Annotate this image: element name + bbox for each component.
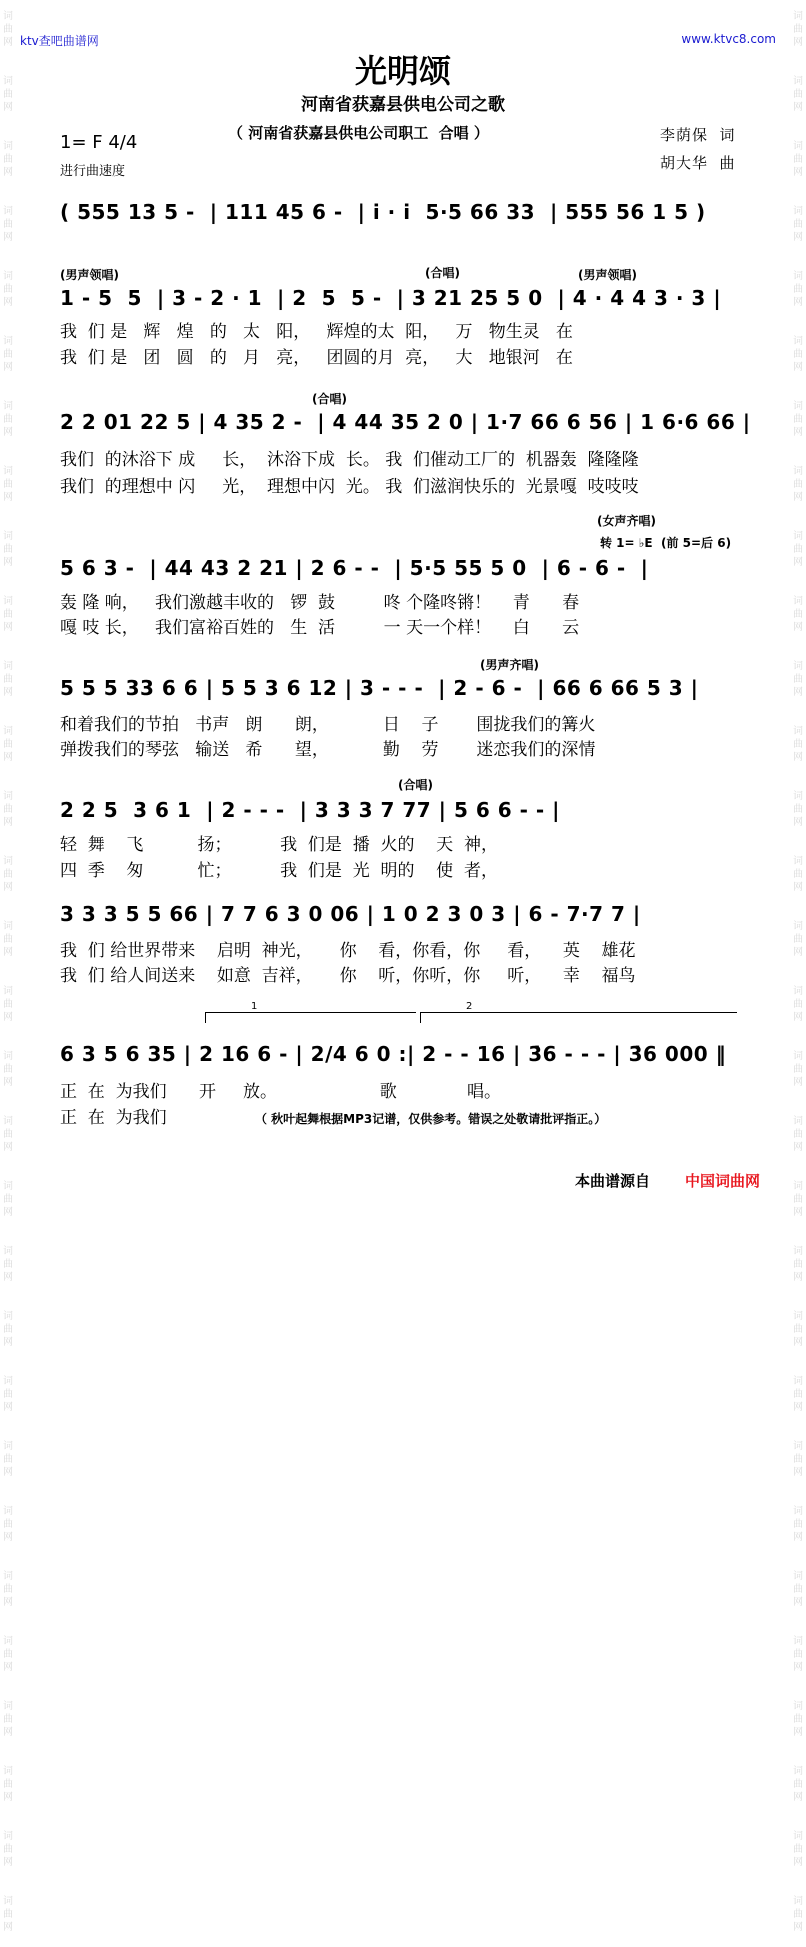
tempo-marking: 进行曲速度	[60, 164, 126, 179]
section-mark: (女声齐唱)	[597, 514, 656, 528]
lyric-line: 弹拨我们的琴弦 输送 希 望， 勤 劳 迷恋我们的深情	[60, 740, 596, 760]
volta-label: 1	[251, 1001, 258, 1012]
performer: （ 河南省获嘉县供电公司职工 合唱 ）	[228, 124, 489, 142]
section-mark: (男声领唱)	[60, 268, 119, 282]
source-site-link[interactable]: 中国词曲网	[685, 1172, 761, 1190]
site-link-right[interactable]: www.ktvc8.com	[681, 32, 776, 46]
lyric-line: 正 在 为我们 开 放。 歌 唱。	[60, 1082, 501, 1102]
transcription-note: （ 秋叶起舞根据MP3记谱，仅供参考。错误之处敬请批评指正。）	[255, 1112, 607, 1126]
lyric-line: 我们 的理想中 闪 光， 理想中闪 光。 我 们滋润快乐的 光景嘎 吱吱吱	[60, 477, 639, 497]
song-title: 光明颂	[354, 52, 451, 90]
section-mark: (男声领唱)	[578, 268, 637, 282]
site-link-left[interactable]: ktv查吧曲谱网	[20, 34, 99, 48]
notation-line: 5 6 3 - | 44 43 2 21 | 2 6 - - | 5·5 55 5 0 | 6 - 6 - |	[60, 556, 649, 580]
source-label: 本曲谱源自	[575, 1172, 651, 1190]
lyric-line: 轰 隆 响， 我们激越丰收的 锣 鼓 咚 个隆咚锵！ 青 春	[60, 593, 580, 613]
notation-line: 3 3 3 5 5 66 | 7 7 6 3 0 06 | 1 0 2 3 0 3 | 6 - 7·7 7 |	[60, 902, 641, 926]
lyric-line: 轻 舞 飞 扬； 我 们是 播 火的 天 神，	[60, 835, 498, 855]
lyric-line: 嘎 吱 长， 我们富裕百姓的 生 活 一 天一个样！ 白 云	[60, 618, 580, 638]
notation-line: 1 - 5 5 | 3 - 2 · 1 | 2 5 5 - | 3 21 25 5 0 | 4 · 4 4 3 · 3 |	[60, 286, 722, 310]
notation-line: 2 2 5 3 6 1 | 2 - - - | 3 3 3 7 77 | 5 6 6 - - |	[60, 798, 560, 822]
section-mark: (男声齐唱)	[480, 658, 539, 672]
volta-label: 2	[466, 1001, 473, 1012]
volta-bracket-1	[205, 1001, 416, 1023]
watermark-right: 词 曲 网 词 曲 网 词 曲 网 词 曲 网 词 曲 网 词 曲 网 词 曲 网 词 曲 网 词 曲 网 词 曲 网 词 曲 网 词 曲 网 词 曲 网 词 曲 网 词 曲 网 词 曲 网 词 曲 网 词 曲 网 词 曲 网 词 曲 网 词 曲 网 词 曲 网 词 曲 网 词 曲 网 词 曲 网 词 曲 网 词 曲 网 词 曲 网 词 曲 网 词 曲 网	[793, 11, 803, 1933]
section-mark: (合唱)	[425, 266, 460, 280]
lyric-line: 我 们 给世界带来 启明 神光， 你 看，你看，你 看， 英 雄花	[60, 941, 636, 961]
song-subtitle: 河南省获嘉县供电公司之歌	[301, 95, 505, 115]
lyric-line: 我 们 给人间送来 如意 吉祥， 你 听，你听，你 听， 幸 福鸟	[60, 966, 636, 986]
lyric-line: 我 们 是 辉 煌 的 太 阳， 辉煌的太 阳， 万 物生灵 在	[60, 322, 573, 342]
lyricist: 李荫保 词	[660, 126, 736, 144]
modulation-mark: 转 1= ♭E (前 5=后 6)	[600, 536, 732, 550]
notation-line: 2 2 01 22 5 | 4 35 2 - | 4 44 35 2 0 | 1·7 66 6 56 | 1 6·6 66 |	[60, 410, 751, 434]
volta-bracket-2	[420, 1001, 737, 1023]
key-signature: 1= F 4/4	[60, 132, 138, 153]
lyric-line: 和着我们的节拍 书声 朗 朗， 日 子 围拢我们的篝火	[60, 715, 596, 735]
lyric-line: 正 在 为我们	[60, 1108, 167, 1128]
section-mark: (合唱)	[312, 392, 347, 406]
notation-line: 6 3 5 6 35 | 2 16 6 - | 2/4 6 0 :| 2 - - 16 | 3̇6 - - - | 3̇6 000 ‖	[60, 1042, 727, 1066]
lyric-line: 四 季 匆 忙； 我 们是 光 明的 使 者，	[60, 861, 498, 881]
lyric-line: 我 们 是 团 圆 的 月 亮， 团圆的月 亮， 大 地银河 在	[60, 348, 573, 368]
lyric-line: 我们 的沐浴下 成 长， 沐浴下成 长。 我 们催动工厂的 机器轰 隆隆隆	[60, 450, 639, 470]
notation-line: ( 555 13 5 - | 111 45 6 - | i · i 5·5 66 33 | 555 56 1 5 )	[60, 200, 706, 224]
composer: 胡大华 曲	[660, 154, 736, 172]
notation-line: 5 5 5 33 6 6 | 5 5 3 6 12 | 3 - - - | 2 - 6 - | 66 6 66 5 3 |	[60, 676, 699, 700]
section-mark: (合唱)	[398, 778, 433, 792]
watermark-left: 词 曲 网 词 曲 网 词 曲 网 词 曲 网 词 曲 网 词 曲 网 词 曲 网 词 曲 网 词 曲 网 词 曲 网 词 曲 网 词 曲 网 词 曲 网 词 曲 网 词 曲 网 词 曲 网 词 曲 网 词 曲 网 词 曲 网 词 曲 网 词 曲 网 词 曲 网 词 曲 网 词 曲 网 词 曲 网 词 曲 网 词 曲 网 词 曲 网 词 曲 网 词 曲 网	[3, 11, 13, 1933]
